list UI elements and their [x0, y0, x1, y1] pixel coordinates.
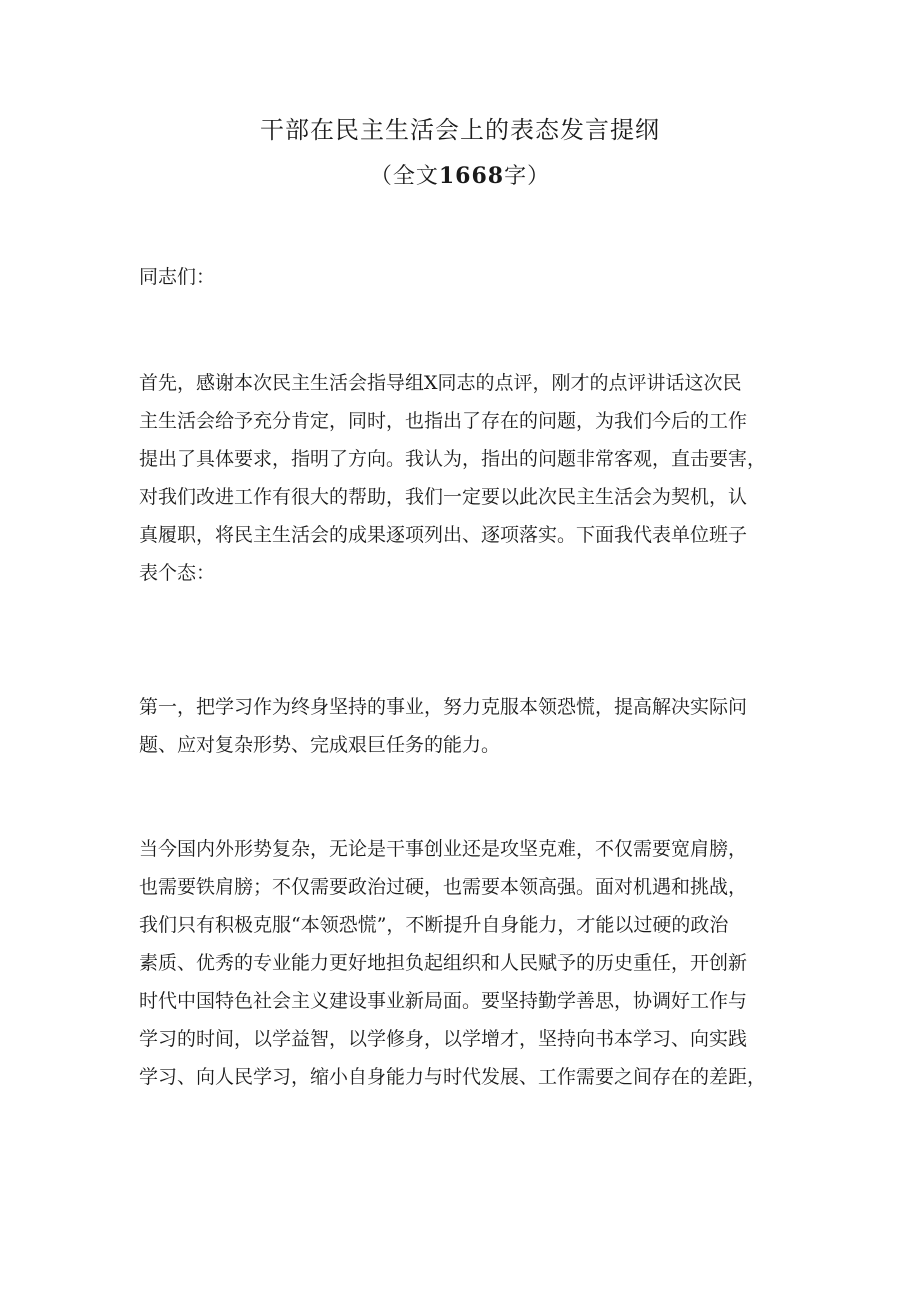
document-title: 干部在民主生活会上的表态发言提纲	[260, 116, 660, 144]
subtitle-suffix: 字）	[504, 164, 551, 189]
subtitle-prefix: （全文	[369, 164, 439, 189]
paragraph-point-one	[139, 688, 799, 764]
paragraph-line: 提出了具体要求，指明了方向。我认为，指出的问题非常客观，直击要害，	[139, 448, 767, 470]
paragraph-line: 首先，感谢本次民主生活会指导组X同志的点评，刚才的点评讲话这次民	[139, 372, 742, 394]
paragraph-line: 也需要铁肩膀；不仅需要政治过硬，也需要本领高强。面对机遇和挑战，	[139, 876, 748, 898]
paragraph-opening	[139, 364, 799, 592]
paragraph-line: 表个态：	[139, 562, 216, 584]
greeting	[139, 258, 799, 296]
word-count: 1668	[438, 163, 505, 189]
paragraph-line: 主生活会给予充分肯定，同时，也指出了存在的问题，为我们今后的工作	[139, 410, 748, 432]
paragraph-line: 对我们改进工作有很大的帮助，我们一定要以此次民主生活会为契机，认	[139, 486, 748, 508]
paragraph-line: 当今国内外形势复杂，无论是干事创业还是攻坚克难，不仅需要宽肩膀，	[139, 838, 748, 860]
paragraph-line: 素质、优秀的专业能力更好地担负起组织和人民赋予的历史重任，开创新	[139, 952, 748, 974]
paragraph-line: 题、应对复杂形势、完成艰巨任务的能力。	[139, 734, 501, 756]
paragraph-line: 学习的时间，以学益智，以学修身，以学增才，坚持向书本学习、向实践	[139, 1028, 748, 1050]
greeting-text: 同志们：	[139, 266, 216, 288]
document-subtitle	[0, 158, 920, 195]
paragraph-point-one-detail	[139, 830, 799, 1096]
paragraph-line: 学习、向人民学习，缩小自身能力与时代发展、工作需要之间存在的差距，	[139, 1066, 767, 1088]
paragraph-line: 时代中国特色社会主义建设事业新局面。要坚持勤学善思，协调好工作与	[139, 990, 748, 1012]
paragraph-line: 真履职，将民主生活会的成果逐项列出、逐项落实。下面我代表单位班子	[139, 524, 748, 546]
paragraph-line: 我们只有积极克服“本领恐慌”，不断提升自身能力，才能以过硬的政治	[139, 914, 729, 936]
paragraph-line: 第一，把学习作为终身坚持的事业，努力克服本领恐慌，提高解决实际问	[139, 696, 748, 718]
